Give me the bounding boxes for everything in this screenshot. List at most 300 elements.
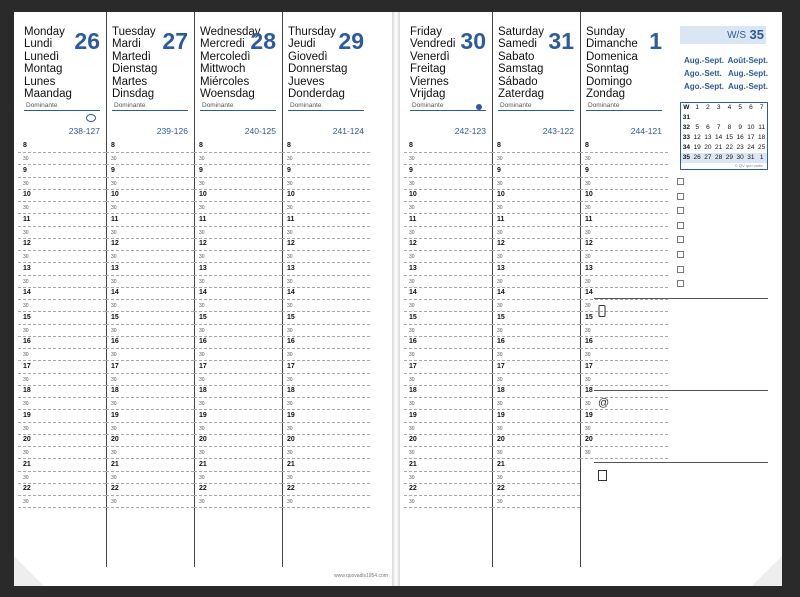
half-hour-slot[interactable] (106, 373, 194, 386)
day-of-year: 242-123 (454, 126, 486, 136)
day-of-year: 238-127 (68, 126, 100, 136)
half-hour-slot[interactable] (404, 373, 492, 386)
half-hour-slot[interactable] (106, 250, 194, 263)
half-hour-slot[interactable] (282, 324, 370, 337)
month-label: Aug.-Sept. (728, 69, 768, 78)
mini-calendar-row (681, 143, 767, 153)
half-hour-slot[interactable] (282, 348, 370, 361)
half-hour-slot[interactable] (194, 275, 282, 288)
hour-label: 17 (111, 362, 119, 370)
hour-label: 12 (23, 240, 31, 247)
half-hour-slot[interactable] (194, 422, 282, 435)
hour-label: 9 (111, 166, 115, 174)
half-hour-label: 30 (23, 474, 29, 481)
hour-label: 17 (287, 362, 295, 370)
half-hour-label: 30 (287, 180, 293, 187)
hour-label: 19 (111, 411, 119, 419)
weekday-cell: 5 (738, 104, 742, 111)
half-hour-label: 30 (409, 180, 415, 187)
date-cell: 11 (758, 124, 765, 131)
half-hour-slot[interactable] (492, 201, 580, 214)
dominante-label: Dominante (290, 102, 322, 109)
half-hour-label: 30 (199, 278, 205, 285)
date-cell: 18 (758, 134, 766, 141)
day-name: Mercredi (200, 38, 245, 51)
half-hour-slot[interactable] (282, 275, 370, 288)
half-hour-slot[interactable] (492, 495, 580, 508)
hour-label: 20 (23, 436, 31, 443)
half-hour-label: 30 (23, 425, 29, 432)
hour-label: 15 (409, 313, 417, 321)
half-hour-label: 30 (497, 180, 503, 187)
hour-label: 13 (111, 264, 119, 272)
date-cell: 25 (758, 144, 766, 151)
half-hour-label: 30 (111, 401, 117, 407)
hour-label: 21 (497, 460, 505, 468)
half-hour-slot[interactable] (492, 324, 580, 337)
website-url: www.quovadis1954.com (334, 573, 388, 579)
half-hour-slot[interactable] (18, 422, 106, 435)
date-cell: 8 (727, 124, 732, 131)
day-name: Dinsdag (112, 88, 155, 101)
hour-label: 22 (409, 485, 417, 492)
hour-label: 12 (409, 240, 417, 247)
half-hour-slot[interactable] (194, 177, 282, 190)
day-column (106, 12, 195, 567)
phone-icon (598, 305, 606, 320)
half-hour-slot[interactable] (106, 422, 194, 435)
hour-label: 8 (497, 142, 501, 149)
half-hour-label: 30 (23, 278, 29, 285)
half-hour-slot[interactable] (106, 177, 194, 190)
day-name: Sonntag (586, 63, 629, 76)
mini-calendar-row (681, 153, 767, 163)
dominante-line (586, 110, 662, 111)
half-hour-slot[interactable] (18, 397, 106, 410)
hour-label: 16 (111, 338, 119, 345)
half-hour-label: 30 (199, 229, 205, 236)
date-cell: 28 (715, 154, 723, 161)
half-hour-slot[interactable] (282, 177, 370, 190)
half-hour-slot[interactable] (282, 373, 370, 386)
half-hour-slot[interactable] (580, 226, 668, 239)
hour-label: 13 (287, 264, 295, 272)
hour-label: 9 (287, 166, 291, 174)
half-hour-slot[interactable] (194, 324, 282, 337)
hour-label: 11 (199, 215, 207, 223)
half-hour-slot[interactable] (404, 201, 492, 214)
hour-label: 21 (287, 460, 295, 468)
day-name: Mittwoch (200, 63, 246, 76)
day-name: Freitag (410, 63, 446, 76)
half-hour-label: 30 (287, 499, 293, 505)
half-hour-slot[interactable] (106, 299, 194, 312)
hour-label: 11 (497, 215, 505, 223)
half-hour-slot[interactable] (18, 152, 106, 165)
half-hour-label: 30 (111, 376, 117, 383)
half-hour-slot[interactable] (18, 471, 106, 484)
half-hour-label: 30 (497, 156, 503, 162)
half-hour-label: 30 (409, 401, 415, 407)
date-cell: 22 (725, 144, 733, 151)
half-hour-slot[interactable] (282, 471, 370, 484)
day-name: Sabato (498, 50, 535, 63)
half-hour-slot[interactable] (404, 397, 492, 410)
half-hour-slot[interactable] (492, 226, 580, 239)
half-hour-slot[interactable] (194, 348, 282, 361)
half-hour-slot[interactable] (194, 152, 282, 165)
half-hour-label: 30 (23, 450, 29, 456)
half-hour-slot[interactable] (580, 177, 668, 190)
day-number: 28 (250, 28, 276, 54)
half-hour-label: 30 (585, 401, 591, 407)
date-cell: 34 (682, 144, 690, 151)
checkbox[interactable] (677, 207, 684, 214)
hour-label: 9 (585, 166, 589, 174)
half-hour-slot[interactable] (18, 348, 106, 361)
half-hour-label: 30 (497, 499, 503, 505)
half-hour-slot[interactable] (404, 275, 492, 288)
half-hour-label: 30 (497, 303, 503, 309)
day-name: Domingo (586, 75, 633, 88)
half-hour-slot[interactable] (492, 422, 580, 435)
hour-label: 14 (23, 289, 31, 296)
half-hour-label: 30 (409, 352, 415, 358)
half-hour-slot[interactable] (106, 152, 194, 165)
half-hour-slot[interactable] (404, 299, 492, 312)
hour-label: 17 (23, 362, 31, 370)
day-number: 27 (162, 28, 188, 54)
checkbox[interactable] (677, 193, 684, 200)
date-cell: 20 (704, 144, 712, 151)
half-hour-label: 30 (409, 156, 415, 162)
half-hour-label: 30 (585, 229, 591, 236)
hour-label: 10 (23, 191, 31, 198)
month-label: Ago.-Sett. (684, 69, 722, 78)
half-hour-slot[interactable] (18, 373, 106, 386)
half-hour-slot[interactable] (282, 495, 370, 508)
hour-label: 19 (585, 411, 593, 419)
date-cell: 17 (747, 134, 755, 141)
hour-label: 20 (287, 436, 295, 443)
half-hour-label: 30 (497, 327, 503, 334)
date-cell: 9 (738, 124, 742, 131)
half-hour-slot[interactable] (106, 446, 194, 459)
half-hour-slot[interactable] (492, 373, 580, 386)
half-hour-slot[interactable] (194, 397, 282, 410)
hour-label: 13 (199, 264, 207, 272)
half-hour-slot[interactable] (492, 299, 580, 312)
half-hour-slot[interactable] (282, 422, 370, 435)
half-hour-slot[interactable] (580, 201, 668, 214)
day-names (112, 26, 157, 100)
hour-label: 20 (111, 436, 119, 443)
hour-label: 18 (199, 387, 207, 394)
at-icon: @ (598, 397, 610, 409)
half-hour-slot[interactable] (404, 324, 492, 337)
half-hour-label: 30 (23, 180, 29, 187)
half-hour-label: 30 (23, 352, 29, 358)
half-hour-slot[interactable] (282, 201, 370, 214)
half-hour-label: 30 (585, 352, 591, 358)
date-cell: 26 (693, 154, 701, 161)
half-hour-slot[interactable] (404, 495, 492, 508)
day-number: 31 (548, 28, 574, 54)
week-number: 35 (749, 27, 764, 42)
dominante-line (498, 110, 574, 111)
month-label: Ago.-Sept. (684, 82, 724, 91)
half-hour-label: 30 (287, 254, 293, 260)
dominante-label: Dominante (588, 102, 620, 109)
half-hour-label: 30 (287, 229, 293, 236)
half-hour-slot[interactable] (106, 348, 194, 361)
half-hour-slot[interactable] (404, 446, 492, 459)
hour-label: 15 (497, 313, 505, 321)
month-label: Août-Sept. (727, 56, 768, 65)
date-cell: 13 (704, 134, 712, 141)
half-hour-label: 30 (497, 474, 503, 481)
hour-label: 21 (111, 460, 119, 468)
date-cell: 35 (682, 154, 690, 161)
checkbox[interactable] (677, 280, 684, 287)
half-hour-label: 30 (585, 180, 591, 187)
weekday-cell: 2 (706, 104, 710, 111)
half-hour-slot[interactable] (492, 397, 580, 410)
half-hour-slot[interactable] (404, 422, 492, 435)
half-hour-label: 30 (287, 205, 293, 211)
half-hour-slot[interactable] (404, 250, 492, 263)
half-hour-label: 30 (111, 425, 117, 432)
notes-section[interactable] (594, 298, 768, 391)
half-hour-slot[interactable] (18, 250, 106, 263)
half-hour-slot[interactable] (282, 299, 370, 312)
half-hour-label: 30 (585, 327, 591, 334)
half-hour-label: 30 (111, 180, 117, 187)
half-hour-slot[interactable] (404, 348, 492, 361)
half-hour-slot[interactable] (492, 177, 580, 190)
day-column (492, 12, 581, 567)
day-name: Martedì (112, 50, 151, 63)
hour-label: 20 (409, 436, 417, 443)
half-hour-slot[interactable] (492, 446, 580, 459)
day-name: Lunedì (24, 50, 60, 63)
hour-label: 10 (497, 191, 505, 198)
day-names (498, 26, 544, 100)
hour-label: 20 (585, 436, 593, 443)
weekday-cell: 1 (695, 104, 699, 111)
day-name: Thursday (288, 26, 336, 38)
half-hour-slot[interactable] (18, 201, 106, 214)
hour-label: 15 (199, 313, 207, 321)
half-hour-slot[interactable] (404, 226, 492, 239)
hour-label: 11 (409, 215, 417, 223)
day-name: Maandag (24, 88, 72, 101)
hour-label: 17 (585, 362, 593, 370)
hour-label: 16 (199, 338, 207, 345)
half-hour-slot[interactable] (404, 152, 492, 165)
half-hour-label: 30 (585, 425, 591, 432)
hour-label: 16 (409, 338, 417, 345)
hour-label: 9 (409, 166, 413, 174)
half-hour-label: 30 (409, 450, 415, 456)
half-hour-slot[interactable] (580, 250, 668, 263)
hour-label: 21 (199, 460, 207, 468)
day-name: Donderdag (288, 88, 345, 101)
half-hour-slot[interactable] (18, 495, 106, 508)
date-cell (692, 113, 703, 123)
hour-label: 12 (199, 240, 207, 247)
half-hour-slot[interactable] (282, 446, 370, 459)
half-hour-slot[interactable] (492, 471, 580, 484)
date-cell: 6 (706, 124, 710, 131)
day-number: 26 (74, 28, 100, 54)
half-hour-slot[interactable] (580, 275, 668, 288)
hour-label: 15 (23, 313, 31, 321)
half-hour-label: 30 (23, 254, 29, 260)
half-hour-slot[interactable] (194, 471, 282, 484)
day-name: Venerdì (410, 50, 450, 63)
half-hour-slot[interactable] (18, 446, 106, 459)
checkbox[interactable] (677, 251, 684, 258)
half-hour-slot[interactable] (492, 348, 580, 361)
mini-calendar (680, 102, 768, 170)
half-hour-label: 30 (199, 327, 205, 334)
hour-label: 11 (585, 215, 593, 223)
half-hour-slot[interactable] (106, 226, 194, 239)
hour-label: 19 (23, 411, 31, 419)
checkbox[interactable] (677, 266, 684, 273)
half-hour-slot[interactable] (404, 177, 492, 190)
half-hour-slot[interactable] (18, 324, 106, 337)
half-hour-slot[interactable] (194, 226, 282, 239)
half-hour-label: 30 (409, 229, 415, 236)
day-name: Sunday (586, 26, 626, 38)
half-hour-label: 30 (497, 205, 503, 211)
date-cell: 1 (756, 153, 767, 163)
hour-label: 17 (199, 362, 207, 370)
hour-label: 20 (199, 436, 207, 443)
half-hour-slot[interactable] (106, 471, 194, 484)
half-hour-label: 30 (497, 425, 503, 432)
hour-label: 12 (497, 240, 505, 247)
hour-label: 16 (497, 338, 505, 345)
hour-label: 13 (23, 264, 31, 272)
checkbox[interactable] (677, 178, 684, 185)
half-hour-slot[interactable] (580, 152, 668, 165)
half-hour-slot[interactable] (18, 275, 106, 288)
hour-label: 8 (585, 142, 589, 149)
half-hour-slot[interactable] (492, 275, 580, 288)
date-cell: 12 (693, 134, 701, 141)
hour-label: 8 (23, 142, 27, 149)
mini-calendar-row (681, 123, 767, 133)
half-hour-slot[interactable] (18, 299, 106, 312)
day-column (404, 12, 493, 567)
hour-label: 15 (287, 313, 295, 321)
half-hour-slot[interactable] (106, 324, 194, 337)
hour-label: 22 (23, 485, 31, 492)
day-name: Donnerstag (288, 63, 348, 76)
weekday-cell: 4 (727, 104, 732, 111)
hour-label: 8 (199, 142, 203, 149)
half-hour-slot[interactable] (194, 373, 282, 386)
hour-label: 21 (409, 460, 417, 468)
checkbox[interactable] (677, 236, 684, 243)
half-hour-slot[interactable] (492, 152, 580, 165)
day-column (282, 12, 370, 567)
half-hour-label: 30 (409, 278, 415, 285)
hour-label: 15 (111, 313, 119, 321)
half-hour-slot[interactable] (194, 201, 282, 214)
hour-label: 11 (111, 215, 119, 223)
checkbox[interactable] (677, 222, 684, 229)
hour-label: 18 (585, 387, 593, 394)
half-hour-label: 30 (23, 376, 29, 383)
mini-calendar-row (681, 113, 767, 123)
day-name: Wednesday (200, 26, 261, 38)
half-hour-slot[interactable] (194, 446, 282, 459)
mini-calendar-row (681, 133, 767, 143)
mini-calendar-header (681, 103, 767, 113)
half-hour-label: 30 (585, 278, 591, 285)
date-cell: 23 (736, 144, 744, 151)
dominante-line (288, 110, 364, 111)
half-hour-slot[interactable] (106, 397, 194, 410)
half-hour-slot[interactable] (282, 250, 370, 263)
half-hour-slot[interactable] (18, 226, 106, 239)
day-column (18, 12, 107, 567)
half-hour-label: 30 (497, 254, 503, 260)
half-hour-label: 30 (409, 425, 415, 432)
day-number: 30 (460, 28, 486, 54)
day-names (24, 26, 72, 100)
half-hour-label: 30 (497, 401, 503, 407)
date-cell: 21 (715, 144, 723, 151)
hour-label: 22 (287, 485, 295, 492)
half-hour-label: 30 (409, 474, 415, 481)
half-hour-slot[interactable] (194, 299, 282, 312)
date-cell: 32 (682, 124, 690, 131)
half-hour-slot[interactable] (194, 250, 282, 263)
month-label: Aug.-Sept. (684, 56, 724, 65)
notes-section[interactable] (594, 462, 768, 563)
half-hour-slot[interactable] (106, 275, 194, 288)
half-hour-slot[interactable] (282, 397, 370, 410)
half-hour-label: 30 (199, 205, 205, 211)
notepad-icon (598, 469, 607, 484)
half-hour-slot[interactable] (106, 495, 194, 508)
hour-label: 10 (409, 191, 417, 198)
hour-label: 14 (585, 289, 593, 296)
half-hour-slot[interactable] (492, 250, 580, 263)
half-hour-slot[interactable] (404, 471, 492, 484)
half-hour-slot[interactable] (282, 226, 370, 239)
half-hour-slot[interactable] (18, 177, 106, 190)
half-hour-slot[interactable] (194, 495, 282, 508)
hour-label: 20 (497, 436, 505, 443)
notes-section[interactable] (594, 390, 768, 463)
day-name: Sábado (498, 75, 538, 88)
hour-label: 13 (497, 264, 505, 272)
day-name: Samstag (498, 63, 544, 76)
half-hour-slot[interactable] (282, 152, 370, 165)
date-cell: 31 (747, 154, 755, 161)
date-cell: 15 (725, 134, 733, 141)
half-hour-slot[interactable] (106, 201, 194, 214)
hour-label: 10 (287, 191, 295, 198)
half-hour-label: 30 (497, 229, 503, 236)
page-fold (392, 12, 400, 586)
